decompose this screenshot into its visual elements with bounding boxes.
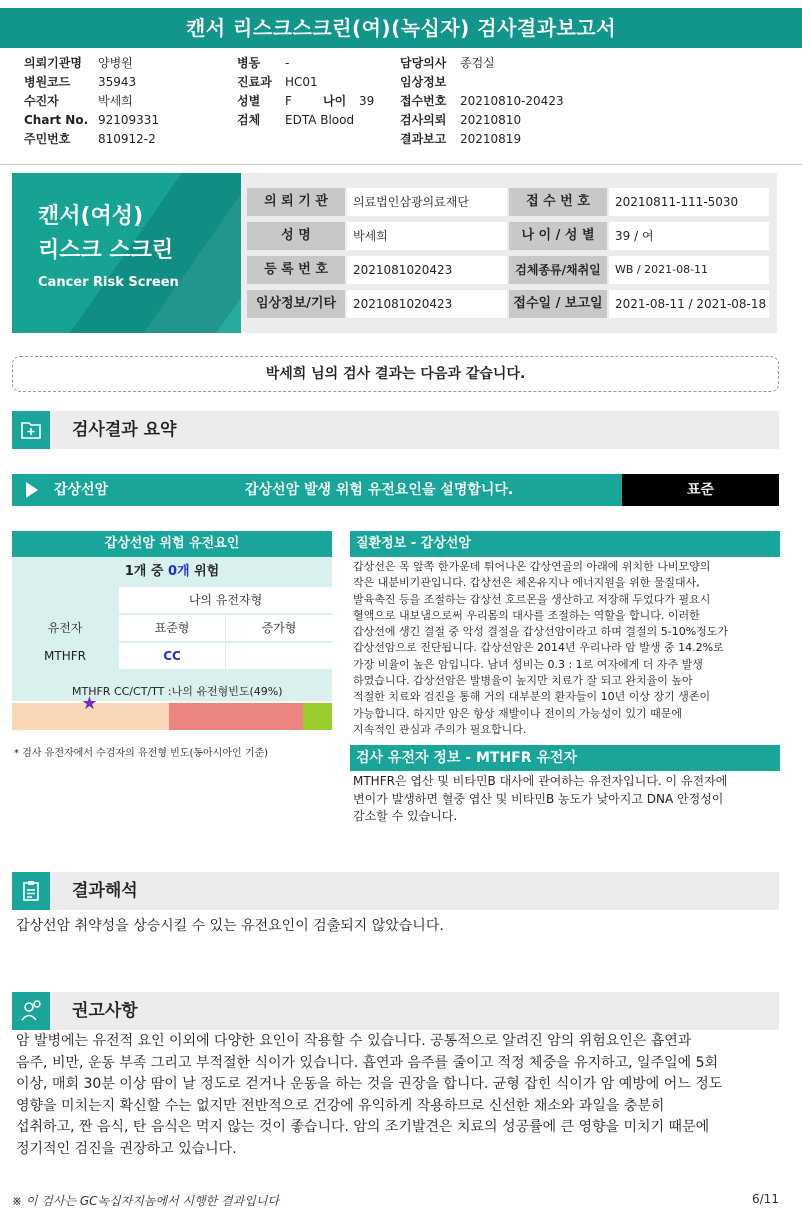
disease-info-line: 가능합니다. 하지만 암은 항상 재발이나 전이의 가능성이 있기 때문에 [353, 706, 682, 720]
banner-subtitle: Cancer Risk Screen [38, 275, 179, 290]
gene-info-title: 검사 유전자 정보 - MTHFR 유전자 [350, 745, 780, 771]
info-value: 2021081020423 [347, 256, 507, 284]
frequency-note: * 검사 유전자에서 수검자의 유전형 빈도(동아시아인 기준) [14, 748, 269, 759]
risk-gene-table [12, 531, 332, 701]
increase-genotype-cell [226, 643, 332, 669]
recommendation-line: 이상, 매회 30분 이상 땀이 날 정도로 걷거나 운동을 하는 것을 권장을 합니다. 균형 잡힌 식이가 암 예방에 어느 정도 [16, 1076, 723, 1092]
info-label: 접 수 번 호 [509, 188, 607, 216]
info-value: 2021081020423 [347, 290, 507, 318]
header-divider [0, 164, 802, 165]
gene-info-line: 변이가 발생하면 혈중 엽산 및 비타민B 농도가 낮아지고 DNA 안정성이 [353, 791, 724, 806]
genotype-frequency-bar [12, 703, 332, 730]
meta-label: 병원코드 [24, 75, 71, 89]
info-value: 2021-08-11 / 2021-08-18 [609, 290, 769, 318]
disease-info-line: 발육촉진 등을 조절하는 갑상선 호르몬을 생산하고 저장해 두었다가 필요시 [353, 592, 711, 606]
disease-info-line: 갑상선에 생긴 결절 중 악성 결절을 갑상선암이라고 하며 결절의 5-10%정도가 [353, 625, 729, 639]
gene-info-line: MTHFR은 엽산 및 비타민B 대사에 관여하는 유전자입니다. 이 유전자에 [353, 774, 728, 788]
section-title: 권고사항 [72, 1001, 138, 1021]
info-label: 성 명 [247, 222, 345, 250]
greeting-banner: 박세희 님의 검사 결과는 다음과 같습니다. [12, 356, 779, 392]
disease-info-line: 갑상선암으로 진단됩니다. 갑상선암은 2014년 우리나라 암 발생 중 14.2%로 [353, 641, 724, 655]
meta-label: 접수번호 [400, 94, 447, 108]
recommendation-line: 암 발병에는 유전적 요인 이외에 다양한 요인이 작용할 수 있습니다. 공통적으로 알려진 암의 위험요인은 흡연과 [16, 1033, 692, 1049]
recommendation-text [16, 1031, 786, 1160]
info-value: 박세희 [347, 222, 507, 250]
meta-value: 20210819 [460, 132, 522, 146]
disease-info-line: 하였습니다. 갑상선암은 발병율이 높지만 치료가 잘 되고 완치율이 높아 [353, 674, 693, 688]
meta-value: 양병원 [98, 56, 133, 70]
report-title: 캔서 리스크스크린(여)(녹십자) 검사결과보고서 [0, 8, 802, 48]
meta-label: 검사의뢰 [400, 113, 447, 127]
section-title: 결과해석 [72, 881, 138, 901]
meta-value: 35943 [98, 75, 137, 89]
frequency-segment [303, 703, 332, 730]
interpretation-text: 갑상선암 취약성을 상승시킬 수 있는 유전요인이 검출되지 않았습니다. [16, 918, 444, 934]
meta-value: 박세희 [98, 94, 133, 108]
risk-status-badge: 표준 [622, 474, 779, 506]
meta-label: 성별 [237, 94, 261, 108]
meta-value: - [285, 56, 290, 70]
risk-count-prefix: 1개 중 [124, 564, 164, 579]
banner-title-line2: 리스크 스크린 [38, 238, 174, 263]
disease-info-line: 가장 비율이 높은 암입니다. 남녀 성비는 0.3 : 1로 여자에게 더 자주 발생 [353, 657, 703, 671]
gene-column-header: 유전자 [47, 621, 83, 635]
risk-count-suffix: 위험 [194, 564, 220, 579]
meta-value: F [285, 94, 292, 108]
play-arrow-icon [26, 482, 38, 498]
info-label: 검체종류/채취일 [509, 256, 607, 284]
patient-meta-col3 [400, 54, 564, 149]
folder-plus-icon [12, 411, 50, 449]
info-value: 39 / 여 [609, 222, 769, 250]
info-value: WB / 2021-08-11 [609, 256, 769, 284]
recommendation-line: 섭취하고, 짠 음식, 탄 음식은 먹지 않는 것이 좋습니다. 암의 조기발견은 치료의 성공률에 큰 영향을 미치기 때문에 [16, 1119, 710, 1135]
section-interpretation-header [12, 872, 779, 910]
meta-value: HC01 [285, 75, 318, 89]
info-label: 의 뢰 기 관 [247, 188, 345, 216]
meta-label: 주민번호 [24, 132, 71, 146]
disease-info-line: 혈액으로 내보냄으로써 우리몸의 대사를 조절하는 역할을 합니다. 이러한 [353, 608, 700, 622]
gene-info-body [353, 773, 779, 826]
footer-note: ※ 이 검사는 GC녹십자지놈에서 시행한 결과입니다 [12, 1194, 280, 1208]
info-label: 접수일 / 보고일 [509, 290, 607, 318]
info-value: 20210811-111-5030 [609, 188, 769, 216]
patient-meta-col2 [237, 54, 374, 130]
recommendation-line: 영향을 미치는지 확신할 수는 없지만 전반적으로 건강에 유익하게 작용하므로 신선한 채소와 과일을 충분히 [16, 1097, 665, 1114]
my-genotype-header: 나의 유전자형 [119, 587, 332, 613]
my-genotype-star-icon: ★ [81, 693, 98, 714]
disease-info-line: 적절한 치료와 검진을 통해 거의 대부분의 환자들이 10년 이상 장기 생존이 [353, 690, 711, 704]
cancer-description: 갑상선암 발생 위험 유전요인을 설명합니다. [245, 482, 514, 498]
meta-label: 병동 [237, 56, 261, 70]
disease-info-line: 작은 내분비기관입니다. 갑상선은 체온유지나 에너지원을 위한 물질대사, [353, 576, 700, 590]
patient-meta-col1 [24, 54, 159, 149]
recommendation-line: 음주, 비만, 운동 부족 그리고 부적절한 식이가 있습니다. 흡연과 음주를 줄이고 적정 체중을 유지하고, 일주일에 5회 [16, 1054, 719, 1071]
meta-value: 20210810-20423 [460, 94, 564, 108]
info-label: 등 록 번 호 [247, 256, 345, 284]
disease-info-body [353, 559, 779, 738]
disease-info-line: 지속적인 관심과 주의가 필요합니다. [353, 722, 527, 736]
age-value: 39 [359, 94, 375, 108]
meta-label: 검체 [237, 113, 261, 127]
age-label: 나이 [323, 94, 347, 108]
disease-info-title: 질환정보 - 갑상선암 [350, 531, 780, 557]
genotype-value: CC [119, 643, 225, 669]
disease-info-line: 갑상선은 목 앞쪽 한가운데 튀어나온 갑상연골의 아래에 위치한 나비모양의 [353, 560, 711, 573]
meta-label: 진료과 [237, 75, 272, 89]
meta-value: 20210810 [460, 113, 522, 127]
info-label: 임상정보/기타 [247, 290, 345, 318]
clipboard-icon [12, 872, 50, 910]
banner-title-line1: 캔서(여성) [38, 204, 144, 229]
gene-table-title: 갑상선암 위험 유전요인 [12, 531, 332, 557]
meta-value: 810912-2 [98, 132, 156, 146]
gene-info-line: 감소할 수 있습니다. [353, 809, 458, 823]
gene-name: MTHFR [44, 649, 86, 663]
frequency-segment [169, 703, 303, 730]
meta-label: 결과보고 [400, 132, 447, 146]
meta-label: 수진자 [24, 94, 59, 108]
info-value: 의료법인삼광의료재단 [347, 188, 507, 216]
cancer-name: 갑상선암 [54, 482, 109, 498]
meta-label: 의뢰기관명 [24, 56, 82, 70]
increase-column-header: 증가형 [226, 615, 332, 641]
cancer-result-bar [12, 474, 779, 506]
risk-count-value: 0개 [167, 564, 190, 579]
meta-label: 임상정보 [400, 75, 447, 89]
section-recommendation-header [12, 992, 779, 1030]
meta-label: Chart No. [24, 113, 89, 127]
cancer-risk-banner [12, 173, 241, 333]
section-title: 검사결과 요약 [72, 420, 177, 440]
frequency-label: MTHFR CC/CT/TT :나의 유전형빈도(49%) [72, 685, 283, 698]
section-summary-header [12, 411, 779, 449]
doctor-icon [12, 992, 50, 1030]
meta-value: EDTA Blood [285, 113, 355, 127]
recommendation-line: 정기적인 검진을 권장하고 있습니다. [16, 1140, 237, 1157]
meta-value: 92109331 [98, 113, 160, 127]
meta-value: 종검실 [460, 56, 495, 70]
risk-count [12, 557, 332, 587]
info-label: 나 이 / 성 별 [509, 222, 607, 250]
meta-label: 담당의사 [400, 56, 447, 70]
request-info-table [241, 173, 777, 333]
page-number: 6/11 [752, 1192, 779, 1206]
standard-column-header: 표준형 [119, 615, 225, 641]
